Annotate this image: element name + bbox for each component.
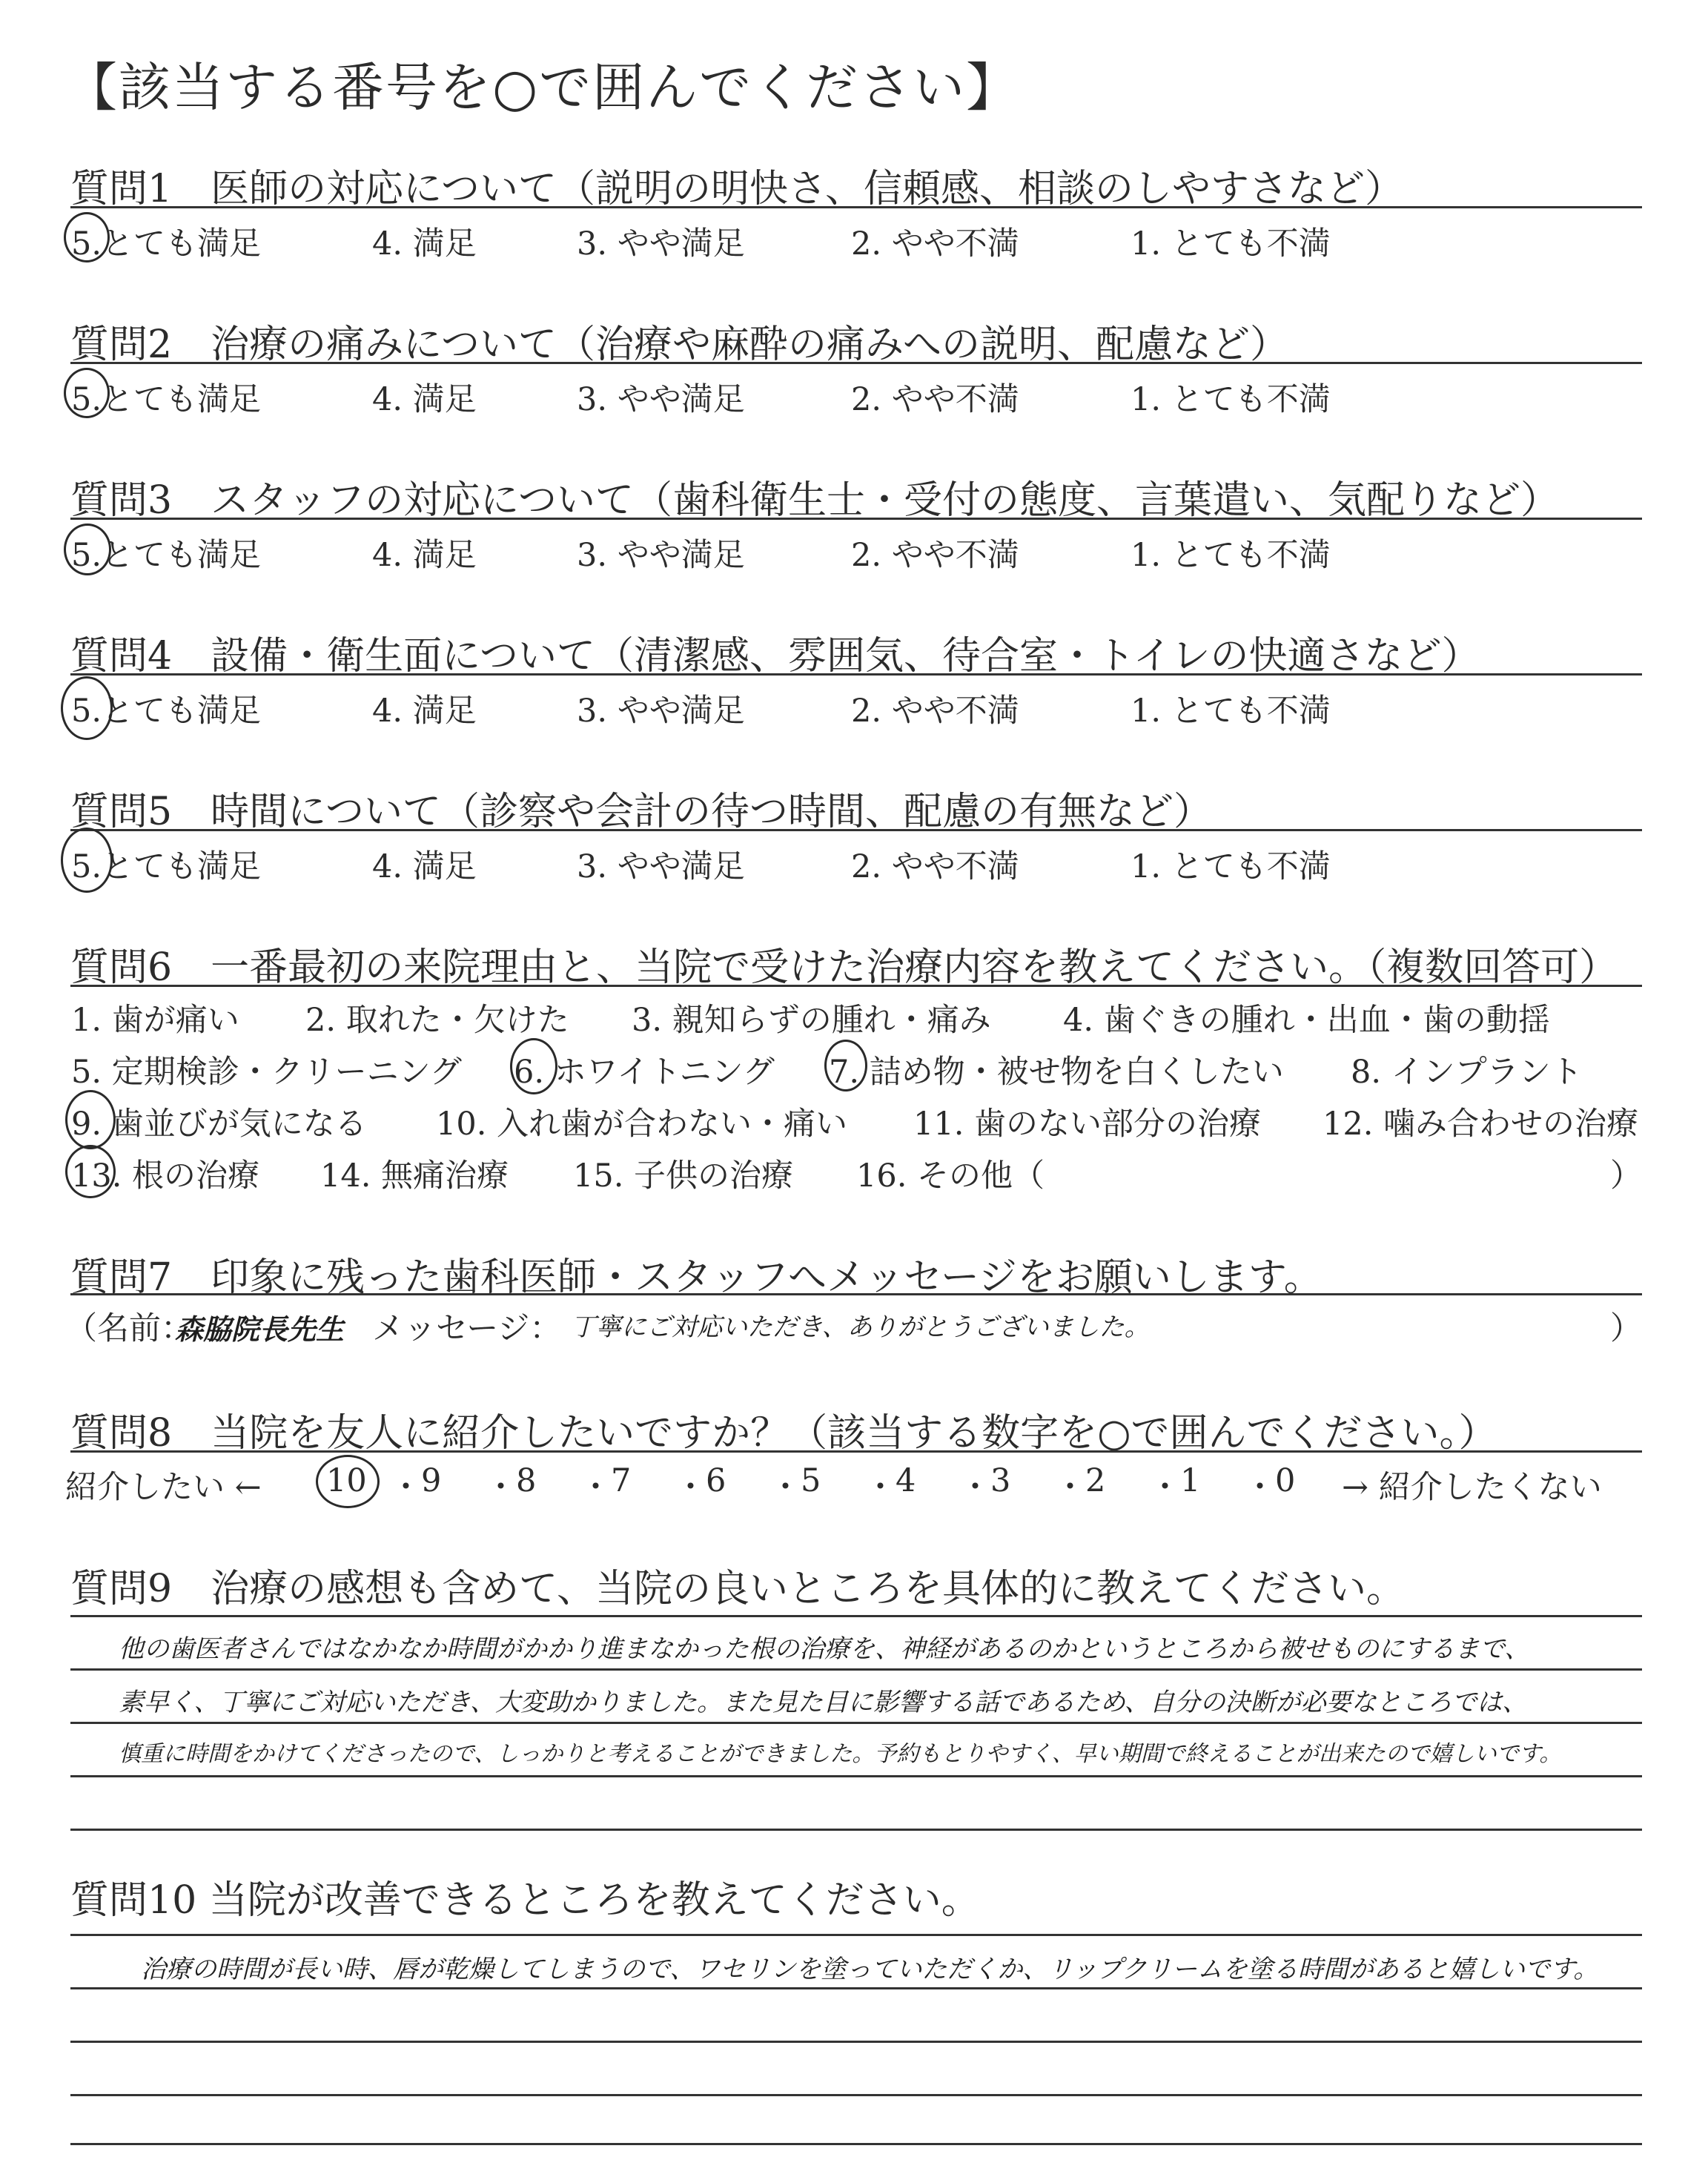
question-1-rule — [70, 206, 1642, 208]
q5-option-3[interactable]: 3. やや満足 — [577, 848, 745, 885]
question-4-rule — [70, 673, 1642, 676]
q5-selection-circle — [61, 828, 113, 893]
question-2-title: 質問2 治療の痛みについて（治療や麻酔の痛みへの説明、配慮など） — [70, 323, 1289, 367]
q5-option-1[interactable]: 1. とても不満 — [1131, 848, 1331, 885]
q7-message-label: メッセージ： — [372, 1310, 562, 1347]
q4-option-3[interactable]: 3. やや満足 — [577, 693, 745, 730]
q8-separator: ・ — [1244, 1469, 1276, 1506]
q1-option-4[interactable]: 4. 満足 — [372, 225, 477, 262]
question-6-title: 質問6 一番最初の来院理由と、当院で受けた治療内容を教えてください。（複数回答可） — [70, 945, 1618, 990]
q9-answer-line-2[interactable]: 素早く、丁寧にご対応いただき、大変助かりました。また見た目に影響する話であるため、自分の決断が必要なところでは、 — [119, 1688, 1528, 1717]
q6-other-close-paren: ） — [1610, 1157, 1642, 1195]
q4-option-2[interactable]: 2. やや不満 — [851, 693, 1019, 730]
question-5-rule — [70, 829, 1642, 831]
q8-right-label: → 紹介したくない — [1342, 1469, 1602, 1506]
question-8-rule — [70, 1450, 1642, 1453]
q6-option-6[interactable]: 6. ホワイトニング — [514, 1054, 775, 1091]
q5-option-5[interactable]: 5.とても満足 — [71, 848, 262, 885]
q6-selection-circle-13 — [65, 1145, 116, 1198]
q6-option-10[interactable]: 10. 入れ歯が合わない・痛い — [436, 1106, 848, 1143]
question-9-title: 質問9 治療の感想も含めて、当院の良いところを具体的に教えてください。 — [70, 1567, 1406, 1611]
q6-selection-circle-6 — [510, 1038, 557, 1094]
q10-line-rule-4 — [70, 2094, 1642, 2096]
q8-separator: ・ — [390, 1469, 422, 1506]
q6-option-11[interactable]: 11. 歯のない部分の治療 — [913, 1106, 1262, 1143]
q9-line-rule-3 — [70, 1722, 1642, 1724]
question-8-title: 質問8 当院を友人に紹介したいですか？（該当する数字を○で囲んでください。） — [70, 1411, 1497, 1456]
q8-number-2[interactable]: 2 — [1085, 1462, 1106, 1499]
q7-message-value[interactable]: 丁寧にご対応いただき、ありがとうございました。 — [571, 1312, 1150, 1342]
q2-option-2[interactable]: 2. やや不満 — [851, 381, 1019, 418]
q9-answer-line-3[interactable]: 慎重に時間をかけてくださったので、しっかりと考えることができました。予約もとりやすく、早い期間で終えることが出来たので嬉しいです。 — [119, 1741, 1562, 1767]
q2-selection-circle — [64, 368, 110, 418]
q2-option-4[interactable]: 4. 満足 — [372, 381, 477, 418]
q2-option-5[interactable]: 5.とても満足 — [71, 381, 262, 418]
q3-option-3[interactable]: 3. やや満足 — [577, 537, 745, 574]
q9-answer-line-1[interactable]: 他の歯医者さんではなかなか時間がかかり進まなかった根の治療を、神経があるのかというところから被せものにするまで、 — [119, 1634, 1530, 1664]
q6-option-3[interactable]: 3. 親知らずの腫れ・痛み — [632, 1002, 991, 1039]
q8-number-10[interactable]: 10 — [326, 1462, 367, 1499]
q4-option-1[interactable]: 1. とても不満 — [1131, 693, 1331, 730]
q6-option-2[interactable]: 2. 取れた・欠けた — [305, 1002, 569, 1039]
question-3-title: 質問3 スタッフの対応について（歯科衛生士・受付の態度、言葉遣い、気配りなど） — [70, 478, 1560, 523]
form-header: 【該当する番号を○で囲んでください】 — [65, 57, 1020, 118]
q4-selection-circle — [61, 676, 113, 740]
q7-name-label: （名前： — [65, 1310, 193, 1347]
question-6-rule — [70, 985, 1642, 987]
q8-separator: ・ — [485, 1469, 517, 1506]
q10-line-rule-5 — [70, 2143, 1642, 2145]
q8-separator: ・ — [1054, 1469, 1086, 1506]
q6-option-9[interactable]: 9. 歯並びが気になる — [71, 1106, 367, 1143]
q8-number-8[interactable]: 8 — [516, 1462, 537, 1499]
q8-separator: ・ — [580, 1469, 612, 1506]
q8-number-0[interactable]: 0 — [1275, 1462, 1296, 1499]
q9-line-rule-5 — [70, 1829, 1642, 1831]
q8-number-4[interactable]: 4 — [896, 1462, 916, 1499]
q2-option-3[interactable]: 3. やや満足 — [577, 381, 745, 418]
q4-option-5[interactable]: 5.とても満足 — [71, 693, 262, 730]
q8-number-3[interactable]: 3 — [990, 1462, 1011, 1499]
question-1-title: 質問1 医師の対応について（説明の明快さ、信頼感、相談のしやすさなど） — [70, 167, 1403, 211]
q5-option-2[interactable]: 2. やや不満 — [851, 848, 1019, 885]
q8-separator: ・ — [675, 1469, 706, 1506]
q3-option-2[interactable]: 2. やや不満 — [851, 537, 1019, 574]
question-7-rule — [70, 1293, 1642, 1295]
q6-option-8[interactable]: 8. インプラント — [1351, 1054, 1583, 1091]
q10-answer-line-1[interactable]: 治療の時間が長い時、唇が乾燥してしまうので、ワセリンを塗っていただくか、リップクリームを塗る時間があると嬉しいです。 — [141, 1955, 1599, 1984]
q8-selection-circle — [316, 1455, 380, 1508]
q8-number-9[interactable]: 9 — [421, 1462, 442, 1499]
q6-option-14[interactable]: 14. 無痛治療 — [320, 1157, 509, 1195]
q8-separator: ・ — [769, 1469, 801, 1506]
q8-separator: ・ — [864, 1469, 896, 1506]
question-3-rule — [70, 518, 1642, 520]
q3-option-4[interactable]: 4. 満足 — [372, 537, 477, 574]
q6-option-5[interactable]: 5. 定期検診・クリーニング — [71, 1054, 462, 1091]
question-4-title: 質問4 設備・衛生面について（清潔感、雰囲気、待合室・トイレの快適さなど） — [70, 634, 1480, 678]
q6-option-1[interactable]: 1. 歯が痛い — [71, 1002, 239, 1039]
q1-selection-circle — [64, 212, 110, 262]
q3-selection-circle — [64, 524, 111, 575]
q6-option-16[interactable]: 16. その他（ — [856, 1157, 1045, 1195]
q6-selection-circle-9 — [65, 1090, 116, 1149]
q10-line-rule-2 — [70, 1987, 1642, 1989]
q3-option-5[interactable]: 5.とても満足 — [71, 537, 262, 574]
question-2-rule — [70, 362, 1642, 364]
q1-option-2[interactable]: 2. やや不満 — [851, 225, 1019, 262]
q6-option-12[interactable]: 12. 噛み合わせの治療 — [1323, 1106, 1639, 1143]
q6-option-4[interactable]: 4. 歯ぐきの腫れ・出血・歯の動揺 — [1063, 1002, 1550, 1039]
q4-option-4[interactable]: 4. 満足 — [372, 693, 477, 730]
q7-name-value[interactable]: 森脇院長先生 — [175, 1313, 345, 1346]
q6-selection-circle-7 — [824, 1040, 867, 1091]
q9-line-rule-4 — [70, 1775, 1642, 1777]
q8-separator: ・ — [959, 1469, 991, 1506]
q7-close-paren: ） — [1610, 1310, 1642, 1347]
question-10-title: 質問10 当院が改善できるところを教えてください。 — [70, 1878, 980, 1923]
q2-option-1[interactable]: 1. とても不満 — [1131, 381, 1331, 418]
q8-left-label: 紹介したい ← — [65, 1469, 262, 1506]
q9-line-rule-2 — [70, 1668, 1642, 1671]
question-7-title: 質問7 印象に残った歯科医師・スタッフへメッセージをお願いします。 — [70, 1255, 1323, 1300]
q1-option-5[interactable]: 5.とても満足 — [71, 225, 262, 262]
q8-number-5[interactable]: 5 — [801, 1462, 821, 1499]
q10-line-rule-3 — [70, 2041, 1642, 2043]
q6-option-13[interactable]: 13. 根の治療 — [71, 1157, 260, 1195]
q10-line-rule-1 — [70, 1934, 1642, 1936]
q8-scale — [326, 1462, 1320, 1504]
q1-option-3[interactable]: 3. やや満足 — [577, 225, 745, 262]
q6-option-15[interactable]: 15. 子供の治療 — [573, 1157, 794, 1195]
q8-number-6[interactable]: 6 — [706, 1462, 726, 1499]
q8-separator: ・ — [1149, 1469, 1181, 1506]
q3-option-1[interactable]: 1. とても不満 — [1131, 537, 1331, 574]
q9-line-rule-1 — [70, 1615, 1642, 1617]
q5-option-4[interactable]: 4. 満足 — [372, 848, 477, 885]
q6-option-7[interactable]: 7. 詰め物・被せ物を白くしたい — [829, 1054, 1284, 1091]
question-5-title: 質問5 時間について（診察や会計の待つ時間、配慮の有無など） — [70, 790, 1213, 834]
q8-number-7[interactable]: 7 — [611, 1462, 632, 1499]
q8-number-1[interactable]: 1 — [1180, 1462, 1201, 1499]
q1-option-1[interactable]: 1. とても不満 — [1131, 225, 1331, 262]
